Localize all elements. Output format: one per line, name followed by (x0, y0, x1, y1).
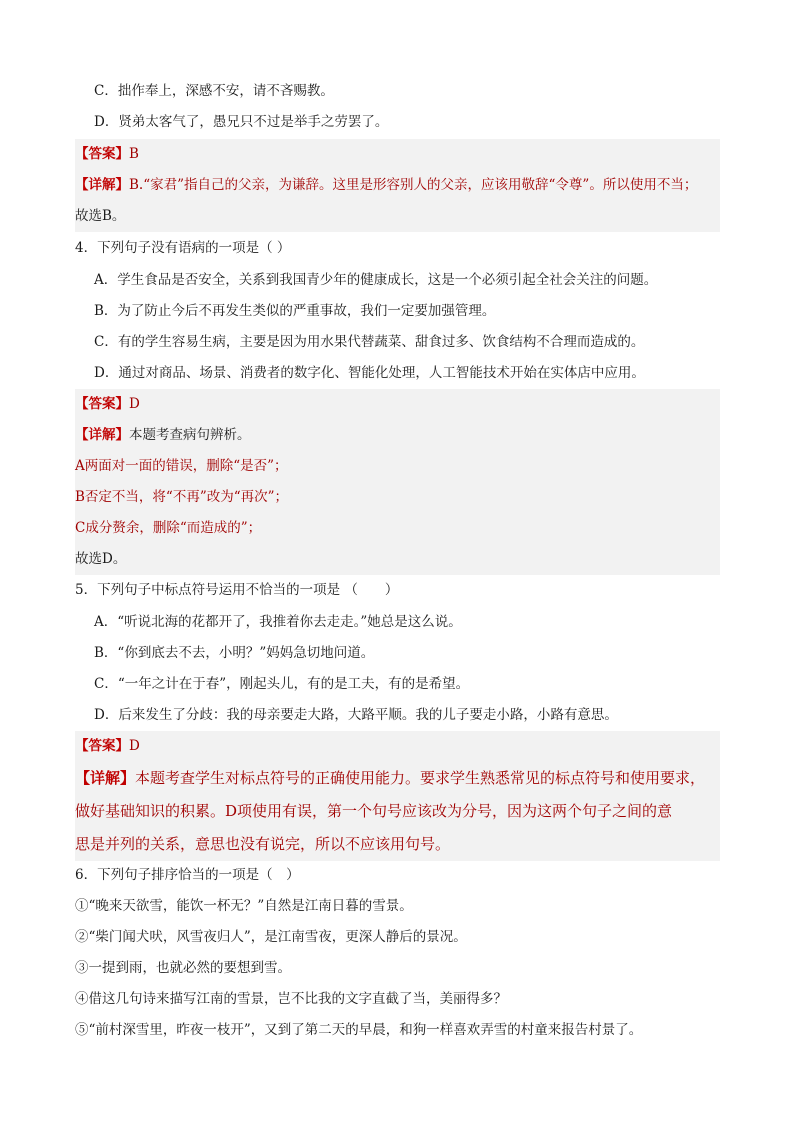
q6-sentence-5: ⑤“前村深雪里，昨夜一枝开”，又到了第二天的早晨，和狗一样喜欢弄雪的村童来报告村景了。 (75, 1022, 643, 1038)
q5-detail-line3: 思是并列的关系，意思也没有说完，所以不应该用句号。 (75, 828, 720, 861)
answer-value: D (129, 396, 140, 412)
answer-value: B (129, 146, 139, 162)
q5-option-a: A．“听说北海的花都开了，我推着你去走走。”她总是这么说。 (94, 614, 462, 630)
q4-answer (75, 389, 720, 420)
answer-value: D (129, 738, 140, 754)
q5-option-b: B．“你到底去不去，小明？”妈妈急切地问道。 (94, 645, 375, 661)
q5-detail-line2: 做好基础知识的积累。D项使用有误，第一个句号应该改为分号，因为这两个句子之间的意 (75, 795, 720, 828)
q3-detail-line2 (75, 201, 720, 232)
q4-option-a: A．学生食品是否安全，关系到我国青少年的健康成长，这是一个必须引起全社会关注的问题。 (94, 272, 658, 288)
q6-sentence-2: ②“柴门闻犬吠，风雪夜归人”，是江南雪夜，更深人静后的景况。 (75, 929, 467, 945)
detail-tag: 【详解】 (75, 177, 129, 193)
q6-sentence-4: ④借这几句诗来描写江南的雪景，岂不比我的文字直截了当，美丽得多？ (75, 991, 507, 1007)
q5-option-c: C．“一年之计在于春”，刚起头儿，有的是工夫，有的是希望。 (94, 676, 470, 692)
q4-detail-c: C成分赘余，删除“而造成的”； (75, 513, 720, 544)
q4-stem: 4．下列句子没有语病的一项是（ ） (75, 240, 291, 256)
q3-detail-line1 (75, 170, 720, 201)
detail-text: 本题考查学生对标点符号的正确使用能力。要求学生熟悉常见的标点符号和使用要求， (135, 769, 706, 787)
answer-tag: 【答案】 (75, 738, 129, 754)
q4-option-b: B．为了防止今后不再发生类似的严重事故，我们一定要加强管理。 (94, 303, 496, 319)
q4-detail-a: A两面对一面的错误，删除“是否”； (75, 451, 720, 482)
q5-stem: 5．下列句子中标点符号运用不恰当的一项是 （ ） (75, 582, 399, 598)
q4-detail-b: B否定不当，将“不再”改为“再次”； (75, 482, 720, 513)
detail-text: B.“家君”指自己的父亲，为谦辞。这里是形容别人的父亲，应该用敬辞“令尊”。所以使用不当； (129, 177, 698, 193)
q4-detail-intro (75, 420, 720, 451)
q4-option-c: C．有的学生容易生病，主要是因为用水果代替蔬菜、甜食过多、饮食结构不合理而造成的。 (94, 334, 645, 350)
detail-tag: 【详解】 (75, 769, 136, 787)
answer-tag: 【答案】 (75, 146, 129, 162)
detail-text: 故选B。 (75, 208, 126, 224)
q5-detail-line1 (75, 762, 720, 795)
q6-sentence-3: ③一提到雨，也就必然的要想到雪。 (75, 960, 291, 976)
answer-tag: 【答案】 (75, 396, 129, 412)
q3-answer (75, 139, 720, 170)
q6-stem: 6．下列句子排序恰当的一项是（ ） (75, 867, 300, 883)
q3-option-d: D．贤弟太客气了，愚兄只不过是举手之劳罢了。 (94, 114, 389, 130)
detail-text: 本题考查病句辨析。 (129, 427, 251, 443)
q5-answer (75, 731, 720, 762)
q5-option-d: D．后来发生了分歧：我的母亲要走大路，大路平顺。我的儿子要走小路，小路有意思。 (94, 707, 618, 723)
q4-detail-end: 故选D。 (75, 544, 720, 575)
detail-tag: 【详解】 (75, 427, 129, 443)
q4-option-d: D．通过对商品、场景、消费者的数字化、智能化处理，人工智能技术开始在实体店中应用。 (94, 365, 645, 381)
q6-sentence-1: ①“晚来天欲雪，能饮一杯无？”自然是江南日暮的雪景。 (75, 898, 413, 914)
q3-option-c: C．拙作奉上，深感不安，请不吝赐教。 (94, 83, 334, 99)
